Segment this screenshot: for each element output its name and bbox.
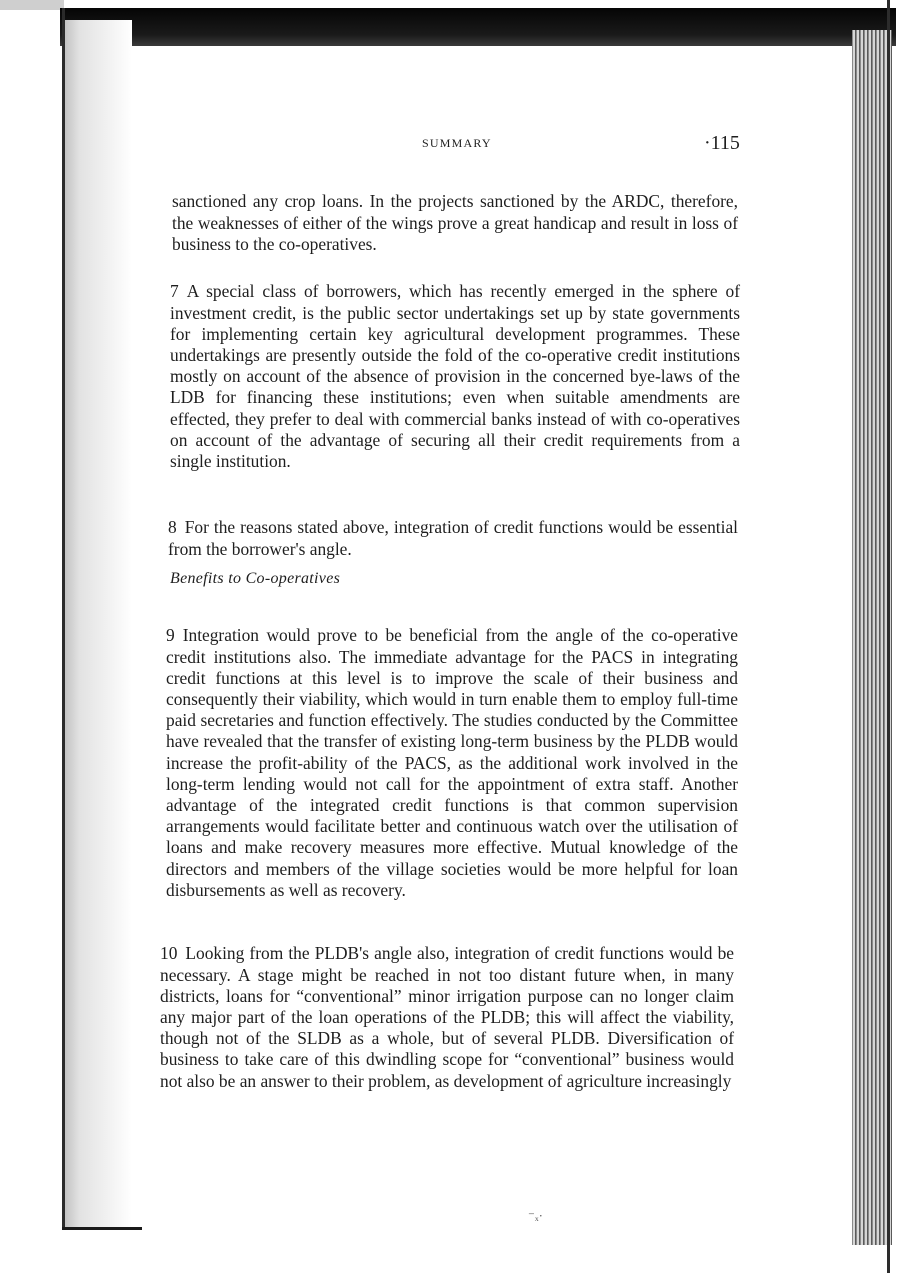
paragraph-number: 9: [166, 625, 175, 646]
scan-specks: ⁻ₓ·: [528, 1208, 543, 1223]
paragraph-number: 10: [160, 943, 178, 964]
paragraph-text: Looking from the PLDB's angle also, integration of credit functions would be necessary. A stage might be reached in not too distant future when, in many districts, loans for “conventional” minor irrigation purpose can no longer claim any major part of the loan operations of the PLDB; this will affect the viability, though not of the SLDB as a whole, but of several PLDB. Diversification of business to take care of this dwindling scope for “conventional” business would not also be an answer to their problem, as development of agriculture increasingly: [160, 943, 734, 1091]
paragraph-number: 7: [170, 281, 179, 302]
paragraph-9: [166, 625, 738, 901]
paragraph-8: [168, 517, 738, 559]
paragraph-continued: [172, 191, 738, 255]
running-head: SUMMARY: [422, 136, 492, 150]
section-heading: Benefits to Co-operatives: [170, 570, 341, 587]
paragraph-number: 8: [168, 517, 177, 538]
page-number: ·115: [704, 132, 740, 154]
paragraph-text: Integration would prove to be beneficial from the angle of the co-operative credit institutions also. The immediate advantage for the PACS in integrating credit functions at this level is to improve the scale of their business and consequently their viability, which would in turn enable them to employ full-time paid secretaries and function effectively. The studies conducted by the Committee have revealed that the transfer of existing long-term business by the PLDB would increase the profit-ability of the PACS, as the additional work involved in the long-term lending would not call for the appointment of extra staff. Another advantage of the integrated credit functions is that common supervision arrangements would facilitate better and continuous watch over the utilisation of loans and make recovery measures more effective. Mutual knowledge of the directors and members of the village societies would be more helpful for loan disbursements as well as recovery.: [166, 625, 738, 900]
paragraph-7: [170, 281, 740, 472]
paragraph-10: [160, 943, 734, 1091]
paragraph-text: sanctioned any crop loans. In the projects sanctioned by the ARDC, therefore, the weaknesses of either of the wings prove a great handicap and result in loss of business to the co-operatives.: [172, 191, 738, 254]
paragraph-text: A special class of borrowers, which has recently emerged in the sphere of investment credit, is the public sector undertakings set up by state governments for implementing certain key agricultural development programmes. These undertakings are presently outside the fold of the co-operative credit institutions mostly on account of the absence of provision in the concerned bye-laws of the LDB for financing these institutions; even when suitable amendments are effected, they prefer to deal with commercial banks instead of with co-operatives on account of the advantage of securing all their credit requirements from a single institution.: [170, 281, 740, 472]
paragraph-text: For the reasons stated above, integration of credit functions would be essential from the borrower's angle.: [168, 517, 738, 559]
